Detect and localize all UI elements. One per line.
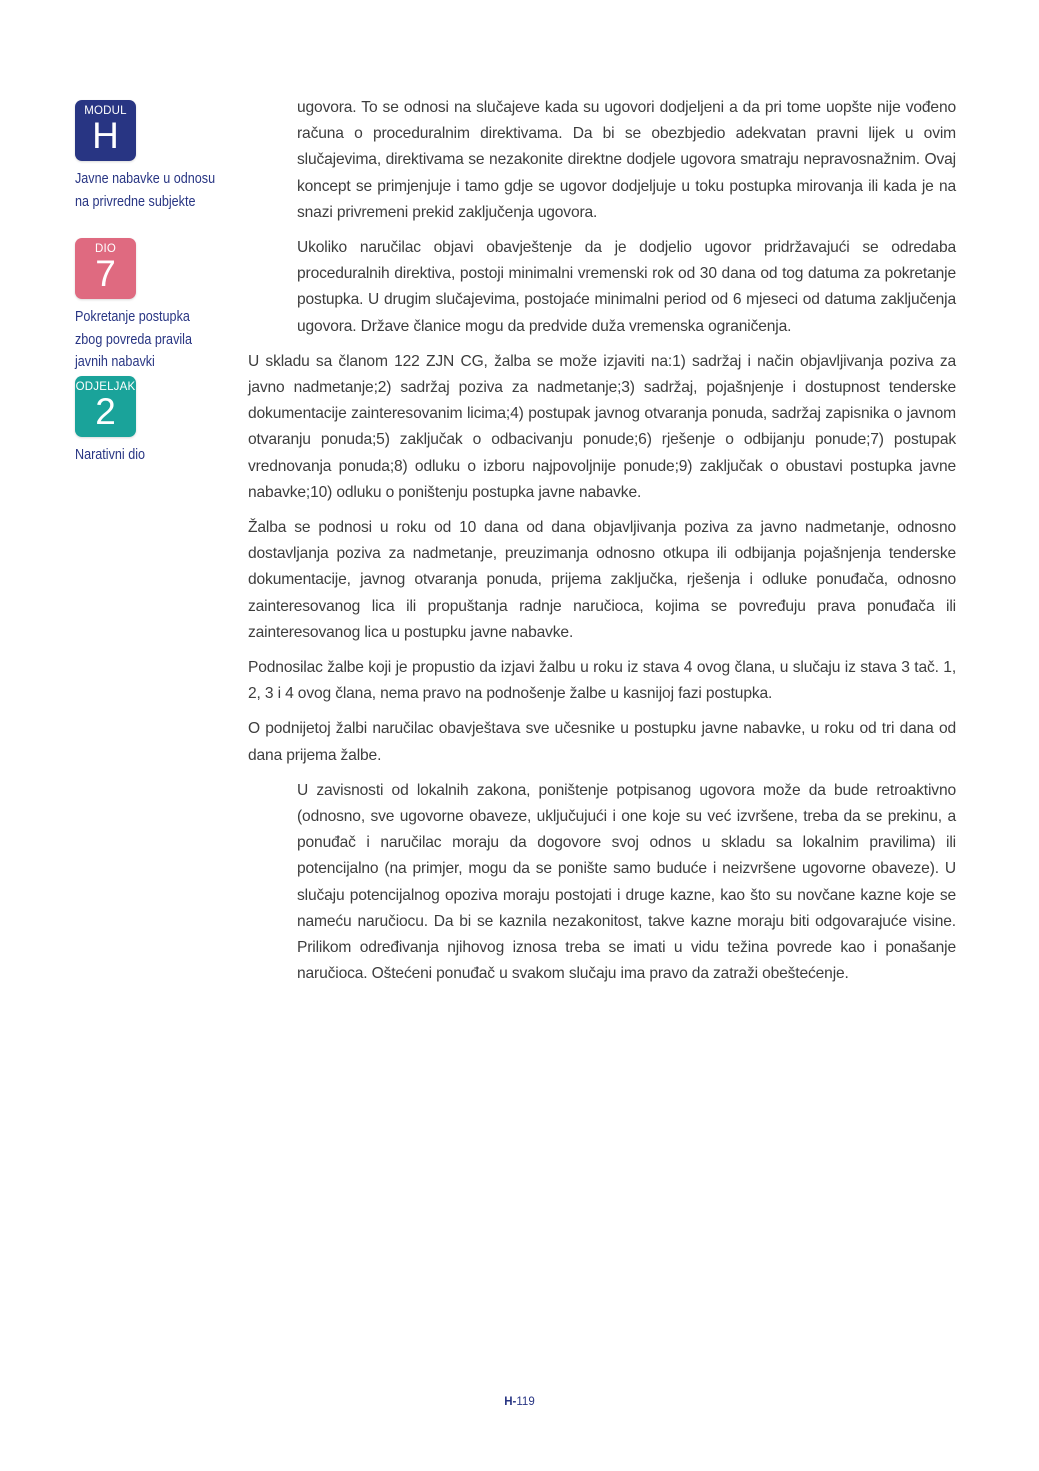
dio-label: DIO: [94, 243, 117, 255]
odjeljak-label: ODJELJAK: [75, 380, 136, 393]
paragraph: Podnosilac žalbe koji je propustio da izjavi žalbu u roku iz stava 4 ovog člana, u slučaju iz stava 3 tač. 1, 2, 3 i 4 ovog člana, nema pravo na podnošenje žalbe u kasnijoj fazi postupka.: [248, 659, 956, 703]
dio-caption-line: zbog povreda pravila: [75, 330, 192, 348]
modul-caption-line: Javne nabavke u odnosu: [75, 170, 216, 187]
paragraph: Žalba se podnosi u roku od 10 dana od dana objavljivanja poziva za javno nadmetanje, odnosno dostavljanja poziva za nadmetanje, preuzimanja odnosno otkupa ili odbijanja pojašnjenja tenderske dokumentacije, javnog otvaranja ponuda, prijema zaključka, rješenja i odluke ponuđača, odnosno zainteresovanog lica ili propuštanja radnje naručioca, kojima se povređuju prava ponuđača ili zainteresovanog lica u postupku javne nabavke.: [248, 519, 956, 641]
sidebar: [75, 100, 235, 466]
page-footer: [0, 1396, 1039, 1408]
dio-caption-line: Pokretanje postupka: [75, 308, 190, 325]
paragraph: U zavisnosti od lokalnih zakona, poništenje potpisanog ugovora može da bude retroaktivno (odnosno, sve ugovorne obaveze, uključujući i one koje su već izvršene, treba da se prekinu, a ponuđač i naručilac moraju da dogovore svoj odnos u skladu sa lokalnim pravilima) ili potencijalno (na primjer, mogu da se ponište samo buduće i neizvršene ugovorne obaveze). U slučaju potencijalnog opoziva moraju postojati i druge kazne, kao što su novčane kazne koje se nameću naručiocu. Da bi se kaznila nezakonitost, takve kazne moraju biti odgovarajuće visine. Prilikom određivanja njihovog iznosa treba se imati u vidu težina povrede kao i ponašanje naručioca. Oštećeni ponuđač u svakom slučaju ima pravo da zatraži obeštećenje.: [297, 781, 956, 983]
paragraph: O podnijetoj žalbi naručilac obavještava sve učesnike u postupku javne nabavke, u roku od tri dana od dana prijema žalbe.: [248, 720, 956, 764]
paragraph: ugovora. To se odnosi na slučajeve kada su ugovori dodjeljeni a da pri tome uopšte nije vođeno računa o proceduralnim direktivama. Da bi se obezbjedio adekvatan pravni lijek u ovim slučajevima, direktivama se nezakonite direktne dodjele ugovora smatraju nepravosnažnim. Ovaj koncept se primjenjuje i tamo gdje se ugovor dodjeljuje u toku postupka mirovanja ili kada je na snazi privremeni prekid zaključenja ugovora.: [297, 99, 956, 221]
dio-number: 7: [95, 253, 116, 294]
odjeljak-caption: [75, 444, 235, 467]
page-number: 119: [516, 1396, 535, 1408]
main-text: [248, 95, 956, 997]
dio-caption: [75, 306, 235, 374]
odjeljak-caption-line: Narativni dio: [75, 445, 146, 463]
paragraph: Ukoliko naručilac objavi obavještenje da je dodjelio ugovor pridržavajući se odredaba proceduralnih direktiva, postoji minimalni vremenski rok od 30 dana od tog datuma za pokretanje postupka. U drugim slučajevima, postojaće minimalni period od 6 mjeseci od datuma zaključenja ugovora. Države članice mogu da predvide duža vremenska ograničenja.: [297, 239, 956, 335]
dio-caption-line: javnih nabavki: [75, 353, 155, 370]
paragraph: U skladu sa članom 122 ZJN CG, žalba se može izjaviti na:1) sadržaj i način objavljivanja poziva za javno nadmetanje;2) sadržaj poziva za nadmetanje;3) sadržaj, pojašnjenje i dostupnost tenderske dokumentacije zainteresovanim licima;4) postupak javnog otvaranja ponuda, sadržaj zapisnika o javnom otvaranju ponuda;5) zaključak o odbacivanju ponude;6) rješenje o odbijanju ponude;7) postupak vrednovanja ponuda;8) odluku o izboru najpovoljnije ponude;9) zaključak o obustavi postupka javne nabavke;10) odluku o poništenju postupka javne nabavke.: [248, 352, 956, 501]
odjeljak-number: 2: [95, 390, 116, 432]
modul-caption-line: na privredne subjekte: [75, 192, 196, 210]
modul-label: MODUL: [84, 105, 127, 117]
odjeljak-badge: [75, 376, 136, 437]
modul-caption: [75, 168, 235, 213]
modul-badge: [75, 100, 136, 161]
dio-badge: [75, 238, 136, 299]
modul-letter: H: [92, 115, 119, 156]
footer-prefix: H-: [504, 1396, 517, 1408]
